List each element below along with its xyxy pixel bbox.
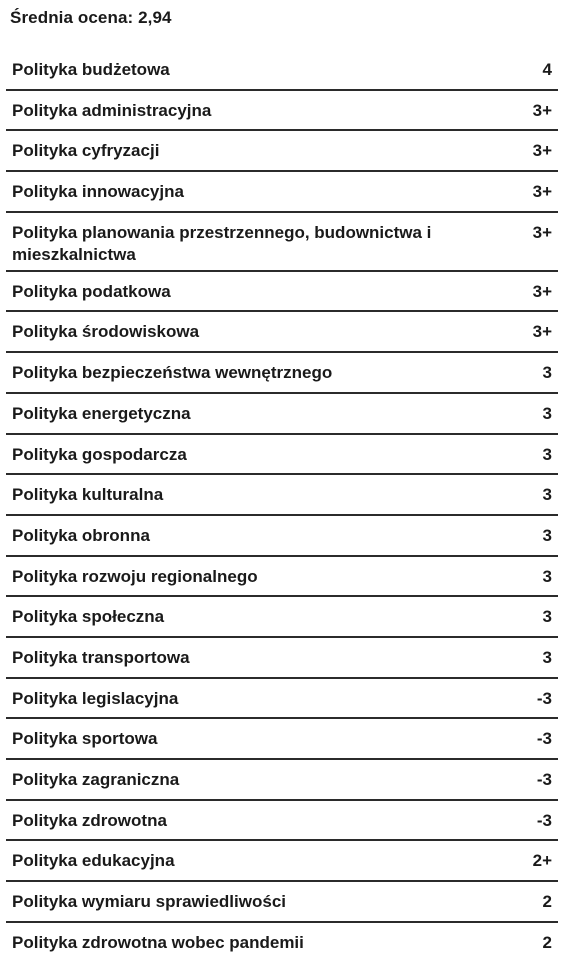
policy-grade: 3 bbox=[542, 525, 552, 545]
table-row bbox=[6, 475, 558, 516]
table-row bbox=[6, 91, 558, 132]
average-rating-text: Średnia ocena: 2,94 bbox=[10, 8, 172, 27]
policy-grade: -3 bbox=[536, 810, 552, 830]
policy-grade: 2 bbox=[542, 892, 552, 912]
policy-name: Polityka obronna bbox=[12, 525, 150, 545]
policy-grade: 3 bbox=[542, 403, 552, 423]
policy-grade: 2+ bbox=[532, 851, 552, 871]
policy-name: Polityka zdrowotna bbox=[12, 810, 167, 830]
policy-name: Polityka planowania przestrzennego, budownictwa i mieszkalnictwa bbox=[12, 222, 432, 264]
table-row bbox=[6, 516, 558, 557]
average-rating-heading bbox=[6, 0, 558, 50]
table-row bbox=[6, 719, 558, 760]
policy-name: Polityka podatkowa bbox=[12, 281, 171, 301]
policy-name: Polityka rozwoju regionalnego bbox=[12, 566, 258, 586]
table-row bbox=[6, 882, 558, 923]
policy-name: Polityka bezpieczeństwa wewnętrznego bbox=[12, 363, 333, 383]
policy-grade: 3 bbox=[542, 363, 552, 383]
policy-grade: 4 bbox=[542, 60, 552, 79]
policy-grade: 3 bbox=[542, 444, 552, 464]
policy-name: Polityka sportowa bbox=[12, 729, 158, 749]
policy-grade: 3+ bbox=[532, 322, 552, 342]
policy-grade: 3+ bbox=[532, 182, 552, 202]
policy-name: Polityka transportowa bbox=[12, 647, 190, 667]
policy-name: Polityka wymiaru sprawiedliwości bbox=[12, 892, 286, 912]
table-row bbox=[6, 172, 558, 213]
table-row bbox=[6, 353, 558, 394]
ratings-table bbox=[6, 50, 558, 963]
table-row bbox=[6, 50, 558, 91]
table-row bbox=[6, 801, 558, 842]
policy-name: Polityka zdrowotna wobec pandemii bbox=[12, 932, 304, 952]
policy-name: Polityka cyfryzacji bbox=[12, 141, 160, 161]
policy-grade: 3+ bbox=[532, 141, 552, 161]
policy-name: Polityka edukacyjna bbox=[12, 851, 175, 871]
table-row bbox=[6, 841, 558, 882]
table-row bbox=[6, 557, 558, 598]
table-row bbox=[6, 760, 558, 801]
policy-grade: 2 bbox=[542, 932, 552, 952]
policy-name: Polityka zagraniczna bbox=[12, 770, 180, 789]
table-row bbox=[6, 213, 558, 272]
policy-name: Polityka społeczna bbox=[12, 607, 165, 627]
policy-name: Polityka legislacyjna bbox=[12, 688, 179, 708]
policy-name: Polityka środowiskowa bbox=[12, 322, 200, 342]
policy-grade: 3+ bbox=[532, 222, 552, 242]
table-row bbox=[6, 394, 558, 435]
policy-grade: 3 bbox=[542, 485, 552, 505]
policy-grade: -3 bbox=[536, 770, 552, 789]
policy-grade: 3 bbox=[542, 647, 552, 667]
policy-grade: 3 bbox=[542, 607, 552, 627]
table-row bbox=[6, 923, 558, 964]
policy-name: Polityka innowacyjna bbox=[12, 182, 184, 202]
policy-grade: -3 bbox=[536, 729, 552, 749]
policy-grade: -3 bbox=[536, 688, 552, 708]
table-row bbox=[6, 679, 558, 720]
policy-name: Polityka gospodarcza bbox=[12, 444, 187, 464]
table-row bbox=[6, 272, 558, 313]
policy-name: Polityka kulturalna bbox=[12, 485, 164, 505]
policy-name: Polityka administracyjna bbox=[12, 100, 212, 120]
policy-grade: 3+ bbox=[532, 100, 552, 120]
policy-grade: 3 bbox=[542, 566, 552, 586]
table-row bbox=[6, 312, 558, 353]
table-row bbox=[6, 131, 558, 172]
policy-name: Polityka budżetowa bbox=[12, 60, 170, 79]
table-row bbox=[6, 638, 558, 679]
table-row bbox=[6, 435, 558, 476]
table-row bbox=[6, 597, 558, 638]
policy-name: Polityka energetyczna bbox=[12, 403, 191, 423]
policy-grade: 3+ bbox=[532, 281, 552, 301]
